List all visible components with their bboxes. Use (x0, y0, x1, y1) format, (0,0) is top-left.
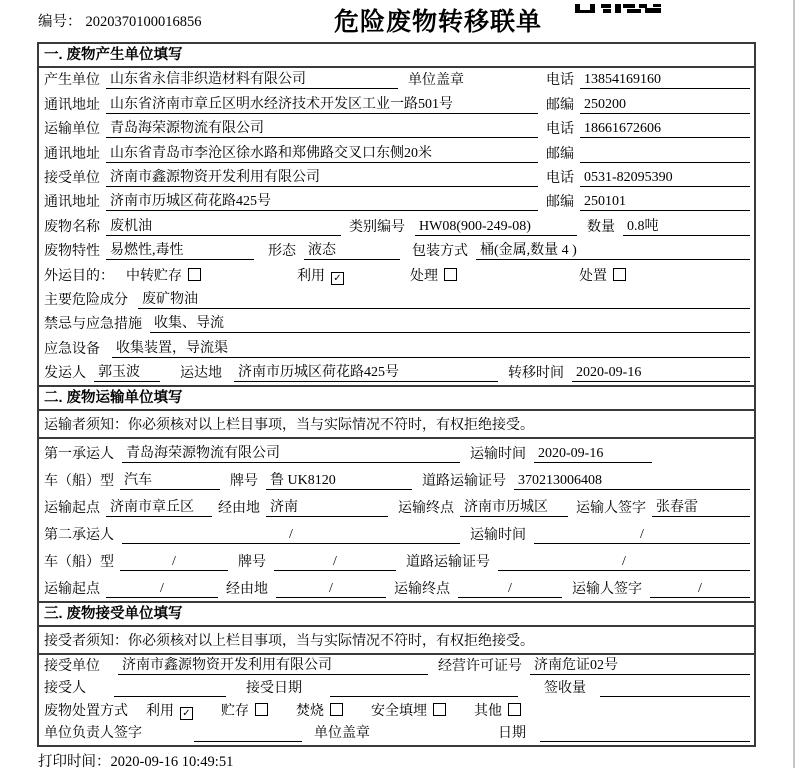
row-receiver-address (39, 190, 754, 214)
hazardous-component-label: 主要危险成分 (44, 292, 128, 308)
transport-zip-value (580, 162, 750, 163)
carrier-signature-label: 运输人签字 (572, 582, 642, 598)
row-transfer-purpose (39, 263, 754, 287)
row-first-carrier (39, 439, 754, 466)
transport-time-value: / (534, 527, 750, 544)
transport-unit-label: 运输单位 (44, 122, 100, 138)
shipper-value: 郭玉波 (94, 361, 160, 382)
form-state-value: 液态 (304, 239, 400, 260)
first-carrier-value: 青岛海荣源物流有限公司 (122, 442, 460, 463)
producer-unit-value: 山东省永信非织造材料有限公司 (106, 68, 398, 89)
carrier-signature-value: 张春雷 (652, 496, 750, 517)
received-quantity-label: 签收量 (544, 681, 586, 697)
route-end-value: / (458, 581, 562, 598)
checkbox-label: 贮存 (221, 703, 249, 719)
row-receiving-unit (39, 655, 754, 678)
disposal-method-label: 废物处置方式 (44, 703, 128, 719)
row-producer-unit (39, 68, 754, 92)
row-vehicle-2 (39, 547, 754, 574)
form-state-label: 形态 (268, 244, 296, 260)
phone-label: 电话 (546, 122, 574, 138)
row-waste-property (39, 239, 754, 263)
emergency-measures-label: 禁忌与应急措施 (44, 317, 142, 333)
carrier-signature-value: / (650, 581, 750, 598)
disposal-other-checkbox (508, 703, 521, 716)
responsible-signature-label: 单位负责人签字 (44, 726, 142, 742)
road-permit-value: / (498, 554, 750, 571)
route-via-value: / (276, 581, 386, 598)
row-producer-address (39, 92, 754, 116)
destination-label: 运达地 (180, 366, 222, 382)
purpose-transit-storage-option (126, 265, 201, 285)
disposal-incineration-option (296, 700, 343, 720)
transport-unit-value: 青岛海荣源物流有限公司 (106, 117, 538, 138)
category-code-value: HW08(900-249-08) (415, 219, 577, 236)
waste-name-value: 废机油 (106, 215, 341, 236)
vehicle-type-label: 车（船）型 (44, 474, 114, 490)
disposal-storage-checkbox (255, 703, 268, 716)
row-hazardous-component (39, 288, 754, 312)
receiver-unit-label: 接受单位 (44, 170, 100, 186)
row-transport-unit (39, 117, 754, 141)
plate-number-label: 牌号 (238, 555, 266, 571)
receive-date-label: 接受日期 (246, 681, 302, 697)
purpose-disposal-option (579, 265, 626, 285)
checkbox-label: 安全填埋 (371, 703, 427, 719)
purpose-reuse-option (297, 265, 344, 285)
disposal-other-option (474, 700, 521, 720)
disposal-storage-option (221, 700, 268, 720)
route-via-label: 经由地 (218, 501, 260, 517)
checkbox-label: 利用 (297, 268, 325, 284)
disposal-landfill-option (371, 700, 446, 720)
route-via-label: 经由地 (226, 582, 268, 598)
route-origin-value: 济南市章丘区 (106, 496, 212, 517)
emergency-equipment-value: 收集装置，导流渠 (112, 337, 750, 358)
zip-label: 邮编 (546, 195, 574, 211)
print-time-label: 打印时间： (38, 754, 111, 768)
unit-seal-label: 单位盖章 (314, 726, 370, 742)
road-permit-label: 道路运输证号 (406, 555, 490, 571)
zip-label: 邮编 (546, 97, 574, 113)
receiving-unit-label: 接受单位 (44, 658, 100, 674)
route-end-value: 济南市历城区 (460, 496, 568, 517)
row-emergency-equipment (39, 336, 754, 360)
row-receiver-person (39, 678, 754, 701)
road-permit-value: 370213006408 (514, 473, 750, 490)
row-disposal-method (39, 700, 754, 723)
address-label: 通讯地址 (44, 97, 100, 113)
row-shipper (39, 361, 754, 385)
receiver-person-label: 接受人 (44, 681, 86, 697)
route-via-value: 济南 (266, 496, 388, 517)
transport-time-label: 运输时间 (470, 447, 526, 463)
row-responsible-signature (39, 723, 754, 746)
row-receiver-unit (39, 166, 754, 190)
serial-label: 编号： (38, 14, 82, 30)
route-end-label: 运输终点 (394, 582, 450, 598)
packaging-label: 包装方式 (412, 244, 468, 260)
page-edge-line (793, 0, 795, 768)
section-2-title: 二. 废物运输单位填写 (39, 385, 754, 411)
receiving-unit-value: 济南市鑫源物资开发利用有限公司 (118, 654, 428, 675)
emergency-measures-value: 收集、导流 (150, 312, 750, 333)
row-waste-name (39, 214, 754, 238)
disposal-reuse-option (146, 700, 193, 720)
checkbox-label: 其他 (474, 703, 502, 719)
producer-address-value: 山东省济南市章丘区明水经济技术开发区工业一路501号 (106, 93, 538, 114)
receiver-zip-value: 250101 (580, 194, 750, 211)
license-number-value: 济南危证02号 (530, 654, 750, 675)
transport-time-value: 2020-09-16 (534, 446, 652, 463)
section-3-title: 三. 废物接受单位填写 (39, 601, 754, 627)
route-origin-label: 运输起点 (44, 501, 100, 517)
checkbox-label: 焚烧 (296, 703, 324, 719)
quantity-value: 0.8吨 (623, 215, 750, 236)
serial-number-line (38, 10, 202, 31)
receiver-notice: 接受者须知：你必须核对以上栏目事项，当与实际情况不符时，有权拒绝接受。 (39, 627, 754, 655)
transport-phone-value: 18661672606 (580, 121, 750, 138)
row-second-carrier (39, 520, 754, 547)
hazardous-component-value: 废矿物油 (138, 288, 750, 309)
receiver-unit-value: 济南市鑫源物资开发利用有限公司 (106, 166, 538, 187)
transport-address-value: 山东省青岛市李沧区徐水路和郑佛路交叉口东侧20米 (106, 142, 538, 163)
checkbox-label: 处理 (410, 268, 438, 284)
row-transport-address (39, 141, 754, 165)
qr-code-fragment-icon (575, 0, 661, 18)
destination-value: 济南市历城区荷花路425号 (234, 361, 498, 382)
treatment-checkbox (444, 268, 457, 281)
shipper-label: 发运人 (44, 366, 86, 382)
received-quantity-value (600, 696, 750, 697)
unit-seal-label: 单位盖章 (408, 73, 464, 89)
document-title: 危险废物转移联单 (334, 8, 543, 36)
disposal-checkbox (613, 268, 626, 281)
producer-phone-value: 13854169160 (580, 72, 750, 89)
transporter-notice: 运输者须知：你必须核对以上栏目事项，当与实际情况不符时，有权拒绝接受。 (39, 411, 754, 439)
checkbox-label: 利用 (146, 703, 174, 719)
packaging-value: 桶(金属,数量 4 ) (476, 239, 750, 260)
vehicle-type-value: / (120, 554, 228, 571)
address-label: 通讯地址 (44, 195, 100, 211)
disposal-reuse-checkbox: ✓ (180, 707, 193, 720)
receiver-person-value (114, 696, 226, 697)
route-origin-label: 运输起点 (44, 582, 100, 598)
plate-number-value: / (274, 554, 396, 571)
address-label: 通讯地址 (44, 146, 100, 162)
receiver-phone-value: 0531-82095390 (580, 170, 750, 187)
checkbox-label: 处置 (579, 268, 607, 284)
manifest-form (37, 42, 756, 747)
vehicle-type-label: 车（船）型 (44, 555, 114, 571)
second-carrier-value: / (122, 527, 460, 544)
row-vehicle-1 (39, 466, 754, 493)
checkbox-label: 中转贮存 (126, 268, 182, 284)
producer-zip-value: 250200 (580, 97, 750, 114)
serial-number: 2020370100016856 (85, 14, 202, 30)
route-end-label: 运输终点 (398, 501, 454, 517)
plate-number-value: 鲁 UK8120 (266, 469, 412, 490)
disposal-landfill-checkbox (433, 703, 446, 716)
producer-unit-label: 产生单位 (44, 73, 100, 89)
plate-number-label: 牌号 (230, 474, 258, 490)
transport-time-label: 运输时间 (470, 528, 526, 544)
route-origin-value: / (106, 581, 218, 598)
print-time-line (38, 750, 233, 768)
carrier-signature-label: 运输人签字 (576, 501, 646, 517)
reuse-checkbox: ✓ (331, 272, 344, 285)
section-1-title: 一. 废物产生单位填写 (39, 44, 754, 68)
waste-name-label: 废物名称 (44, 219, 100, 235)
phone-label: 电话 (546, 73, 574, 89)
first-carrier-label: 第一承运人 (44, 447, 114, 463)
second-carrier-label: 第二承运人 (44, 528, 114, 544)
transit-storage-checkbox (188, 268, 201, 281)
date-value (540, 741, 750, 742)
purpose-treatment-option (410, 265, 457, 285)
vehicle-type-value: 汽车 (120, 469, 220, 490)
disposal-incineration-checkbox (330, 703, 343, 716)
responsible-signature-value (194, 741, 302, 742)
print-time-value: 2020-09-16 10:49:51 (110, 754, 234, 768)
transfer-date-label: 转移时间 (508, 366, 564, 382)
phone-label: 电话 (546, 170, 574, 186)
transfer-purpose-label: 外运目的： (44, 268, 114, 284)
waste-property-value: 易燃性,毒性 (106, 239, 254, 260)
date-label: 日期 (498, 726, 526, 742)
row-emergency-measures (39, 312, 754, 336)
receive-date-value (330, 696, 518, 697)
license-number-label: 经营许可证号 (438, 658, 522, 674)
waste-property-label: 废物特性 (44, 244, 100, 260)
road-permit-label: 道路运输证号 (422, 474, 506, 490)
zip-label: 邮编 (546, 146, 574, 162)
row-route-1 (39, 493, 754, 520)
category-code-label: 类别编号 (349, 219, 405, 235)
receiver-address-value: 济南市历城区荷花路425号 (106, 190, 538, 211)
emergency-equipment-label: 应急设备 (44, 341, 100, 357)
quantity-label: 数量 (587, 219, 615, 235)
transfer-date-value: 2020-09-16 (572, 365, 750, 382)
row-route-2 (39, 574, 754, 601)
